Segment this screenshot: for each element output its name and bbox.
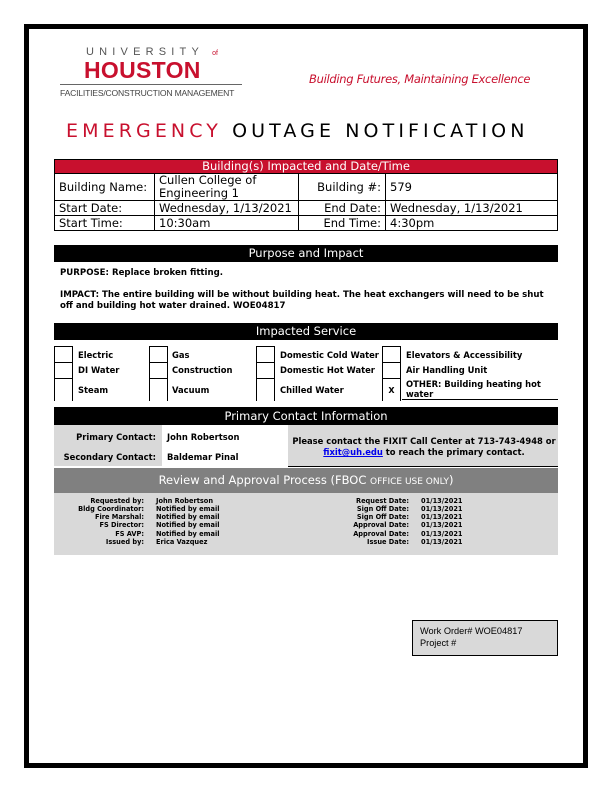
fixit-email-link[interactable]: fixit@uh.edu	[323, 447, 383, 457]
review-label: Fire Marshal:	[94, 513, 144, 521]
review-date-label: Issue Date:	[367, 538, 409, 546]
review-date-row	[300, 505, 463, 513]
review-label: FS AVP:	[115, 530, 144, 538]
service-label-di-water: DI Water	[78, 365, 120, 375]
review-label: Requested by:	[90, 497, 144, 505]
service-label-vacuum: Vacuum	[172, 385, 210, 395]
service-label-steam: Steam	[78, 385, 109, 395]
review-label: Bldg Coordinator:	[78, 505, 144, 513]
building-name-value: Cullen College of Engineering 1	[155, 174, 299, 201]
service-label-gas: Gas	[172, 350, 190, 360]
service-checkbox-other[interactable]: X	[382, 378, 401, 401]
end-date-label: End Date:	[299, 201, 386, 216]
service-label-construction: Construction	[172, 365, 233, 375]
review-row	[54, 497, 213, 505]
review-date-label: Sign Off Date:	[356, 505, 409, 513]
project-number: Project #	[420, 638, 457, 648]
review-date-row	[300, 521, 463, 529]
review-date-row	[300, 497, 463, 505]
review-date-value: 01/13/2021	[421, 505, 463, 513]
start-time-value: 10:30am	[155, 216, 299, 231]
logo-of-text: of	[212, 50, 218, 57]
review-value: Notified by email	[156, 505, 220, 513]
review-value: Notified by email	[156, 513, 220, 521]
review-date-row	[300, 513, 463, 521]
review-date-row	[300, 538, 463, 546]
service-label-elevators: Elevators & Accessibility	[406, 350, 523, 360]
page-title	[66, 120, 529, 142]
review-date-value: 01/13/2021	[421, 530, 463, 538]
end-time-value: 4:30pm	[386, 216, 558, 231]
service-checkbox-steam[interactable]	[54, 378, 73, 401]
logo-divider	[60, 84, 242, 85]
primary-contact-label: Primary Contact:	[76, 432, 156, 442]
building-name-label: Building Name:	[55, 174, 155, 201]
contact-header: Primary Contact Information	[54, 407, 558, 425]
end-date-value: Wednesday, 1/13/2021	[386, 201, 558, 216]
review-value: Notified by email	[156, 530, 220, 538]
review-row	[54, 505, 219, 513]
review-date-value: 01/13/2021	[421, 497, 463, 505]
service-checkbox-domestic-cold-water[interactable]	[256, 346, 275, 362]
review-row	[54, 538, 207, 546]
service-checkbox-vacuum[interactable]	[149, 378, 168, 401]
contact-note	[290, 436, 558, 458]
building-table-header: Building(s) Impacted and Date/Time	[55, 160, 558, 174]
building-number-label: Building #:	[299, 174, 386, 201]
secondary-contact-value: Baldemar Pinal	[167, 452, 239, 462]
service-checkbox-chilled-water[interactable]	[256, 378, 275, 401]
building-number-value: 579	[386, 174, 558, 201]
purpose-text: PURPOSE: Replace broken fitting.	[60, 268, 224, 278]
review-label: FS Director:	[99, 521, 144, 529]
review-date-label: Request Date:	[356, 497, 409, 505]
work-order-box	[412, 620, 558, 656]
other-underline	[402, 399, 558, 400]
service-checkbox-construction[interactable]	[149, 362, 168, 378]
review-header-close: )	[448, 473, 454, 487]
service-label-air-handling-unit: Air Handling Unit	[406, 365, 488, 375]
tagline: Building Futures, Maintaining Excellence	[309, 72, 531, 86]
review-row	[54, 530, 219, 538]
service-checkbox-elevators[interactable]	[382, 346, 401, 362]
service-checkbox-air-handling-unit[interactable]	[382, 362, 401, 378]
start-time-label: Start Time:	[55, 216, 155, 231]
review-date-value: 01/13/2021	[421, 538, 463, 546]
work-order-number: Work Order# WOE04817	[420, 626, 523, 636]
service-label-other: OTHER: Building heating hot water	[406, 379, 541, 399]
review-header-text: Review and Approval Process (FBOC	[158, 473, 371, 487]
review-date-label: Approval Date:	[353, 521, 409, 529]
service-label-chilled-water: Chilled Water	[280, 385, 344, 395]
logo-department: FACILITIES/CONSTRUCTION MANAGEMENT	[60, 88, 235, 98]
review-row	[54, 513, 219, 521]
review-date-label: Sign Off Date:	[356, 513, 409, 521]
review-header-office-use: OFFICE USE ONLY	[370, 477, 449, 487]
purpose-impact-header: Purpose and Impact	[54, 245, 558, 262]
review-header	[54, 468, 558, 493]
service-label-domestic-hot-water: Domestic Hot Water	[280, 365, 375, 375]
review-date-label: Approval Date:	[353, 530, 409, 538]
service-checkbox-di-water[interactable]	[54, 362, 73, 378]
impact-text: IMPACT: The entire building will be without building heat. The heat exchangers will need to be shut off and building hot water drained. WOE04817	[60, 290, 544, 311]
contact-divider	[288, 466, 558, 467]
start-date-value: Wednesday, 1/13/2021	[155, 201, 299, 216]
uh-logo	[60, 46, 246, 98]
review-date-row	[300, 530, 463, 538]
review-date-value: 01/13/2021	[421, 521, 463, 529]
impacted-service-header: Impacted Service	[54, 323, 558, 340]
logo-university-text: UNIVERSITY	[86, 46, 204, 58]
title-emergency: EMERGENCY	[66, 120, 222, 142]
contact-note-text: Please contact the FIXIT Call Center at 713-743-4948 or	[292, 436, 556, 446]
primary-contact-value: John Robertson	[167, 432, 240, 442]
contact-note-suffix: to reach the primary contact.	[382, 447, 525, 457]
service-checkbox-electric[interactable]	[54, 346, 73, 362]
building-table	[54, 159, 558, 231]
review-value: John Robertson	[156, 497, 214, 505]
service-checkbox-domestic-hot-water[interactable]	[256, 362, 275, 378]
start-date-label: Start Date:	[55, 201, 155, 216]
review-label: Issued by:	[105, 538, 144, 546]
review-value: Erica Vazquez	[156, 538, 208, 546]
logo-houston: HOUSTON	[84, 57, 201, 83]
review-row	[54, 521, 219, 529]
review-date-value: 01/13/2021	[421, 513, 463, 521]
service-checkbox-gas[interactable]	[149, 346, 168, 362]
service-label-electric: Electric	[78, 350, 114, 360]
title-outage-notification: OUTAGE NOTIFICATION	[232, 120, 529, 142]
end-time-label: End Time:	[299, 216, 386, 231]
service-label-domestic-cold-water: Domestic Cold Water	[280, 350, 379, 360]
review-value: Notified by email	[156, 521, 220, 529]
secondary-contact-label: Secondary Contact:	[63, 452, 156, 462]
